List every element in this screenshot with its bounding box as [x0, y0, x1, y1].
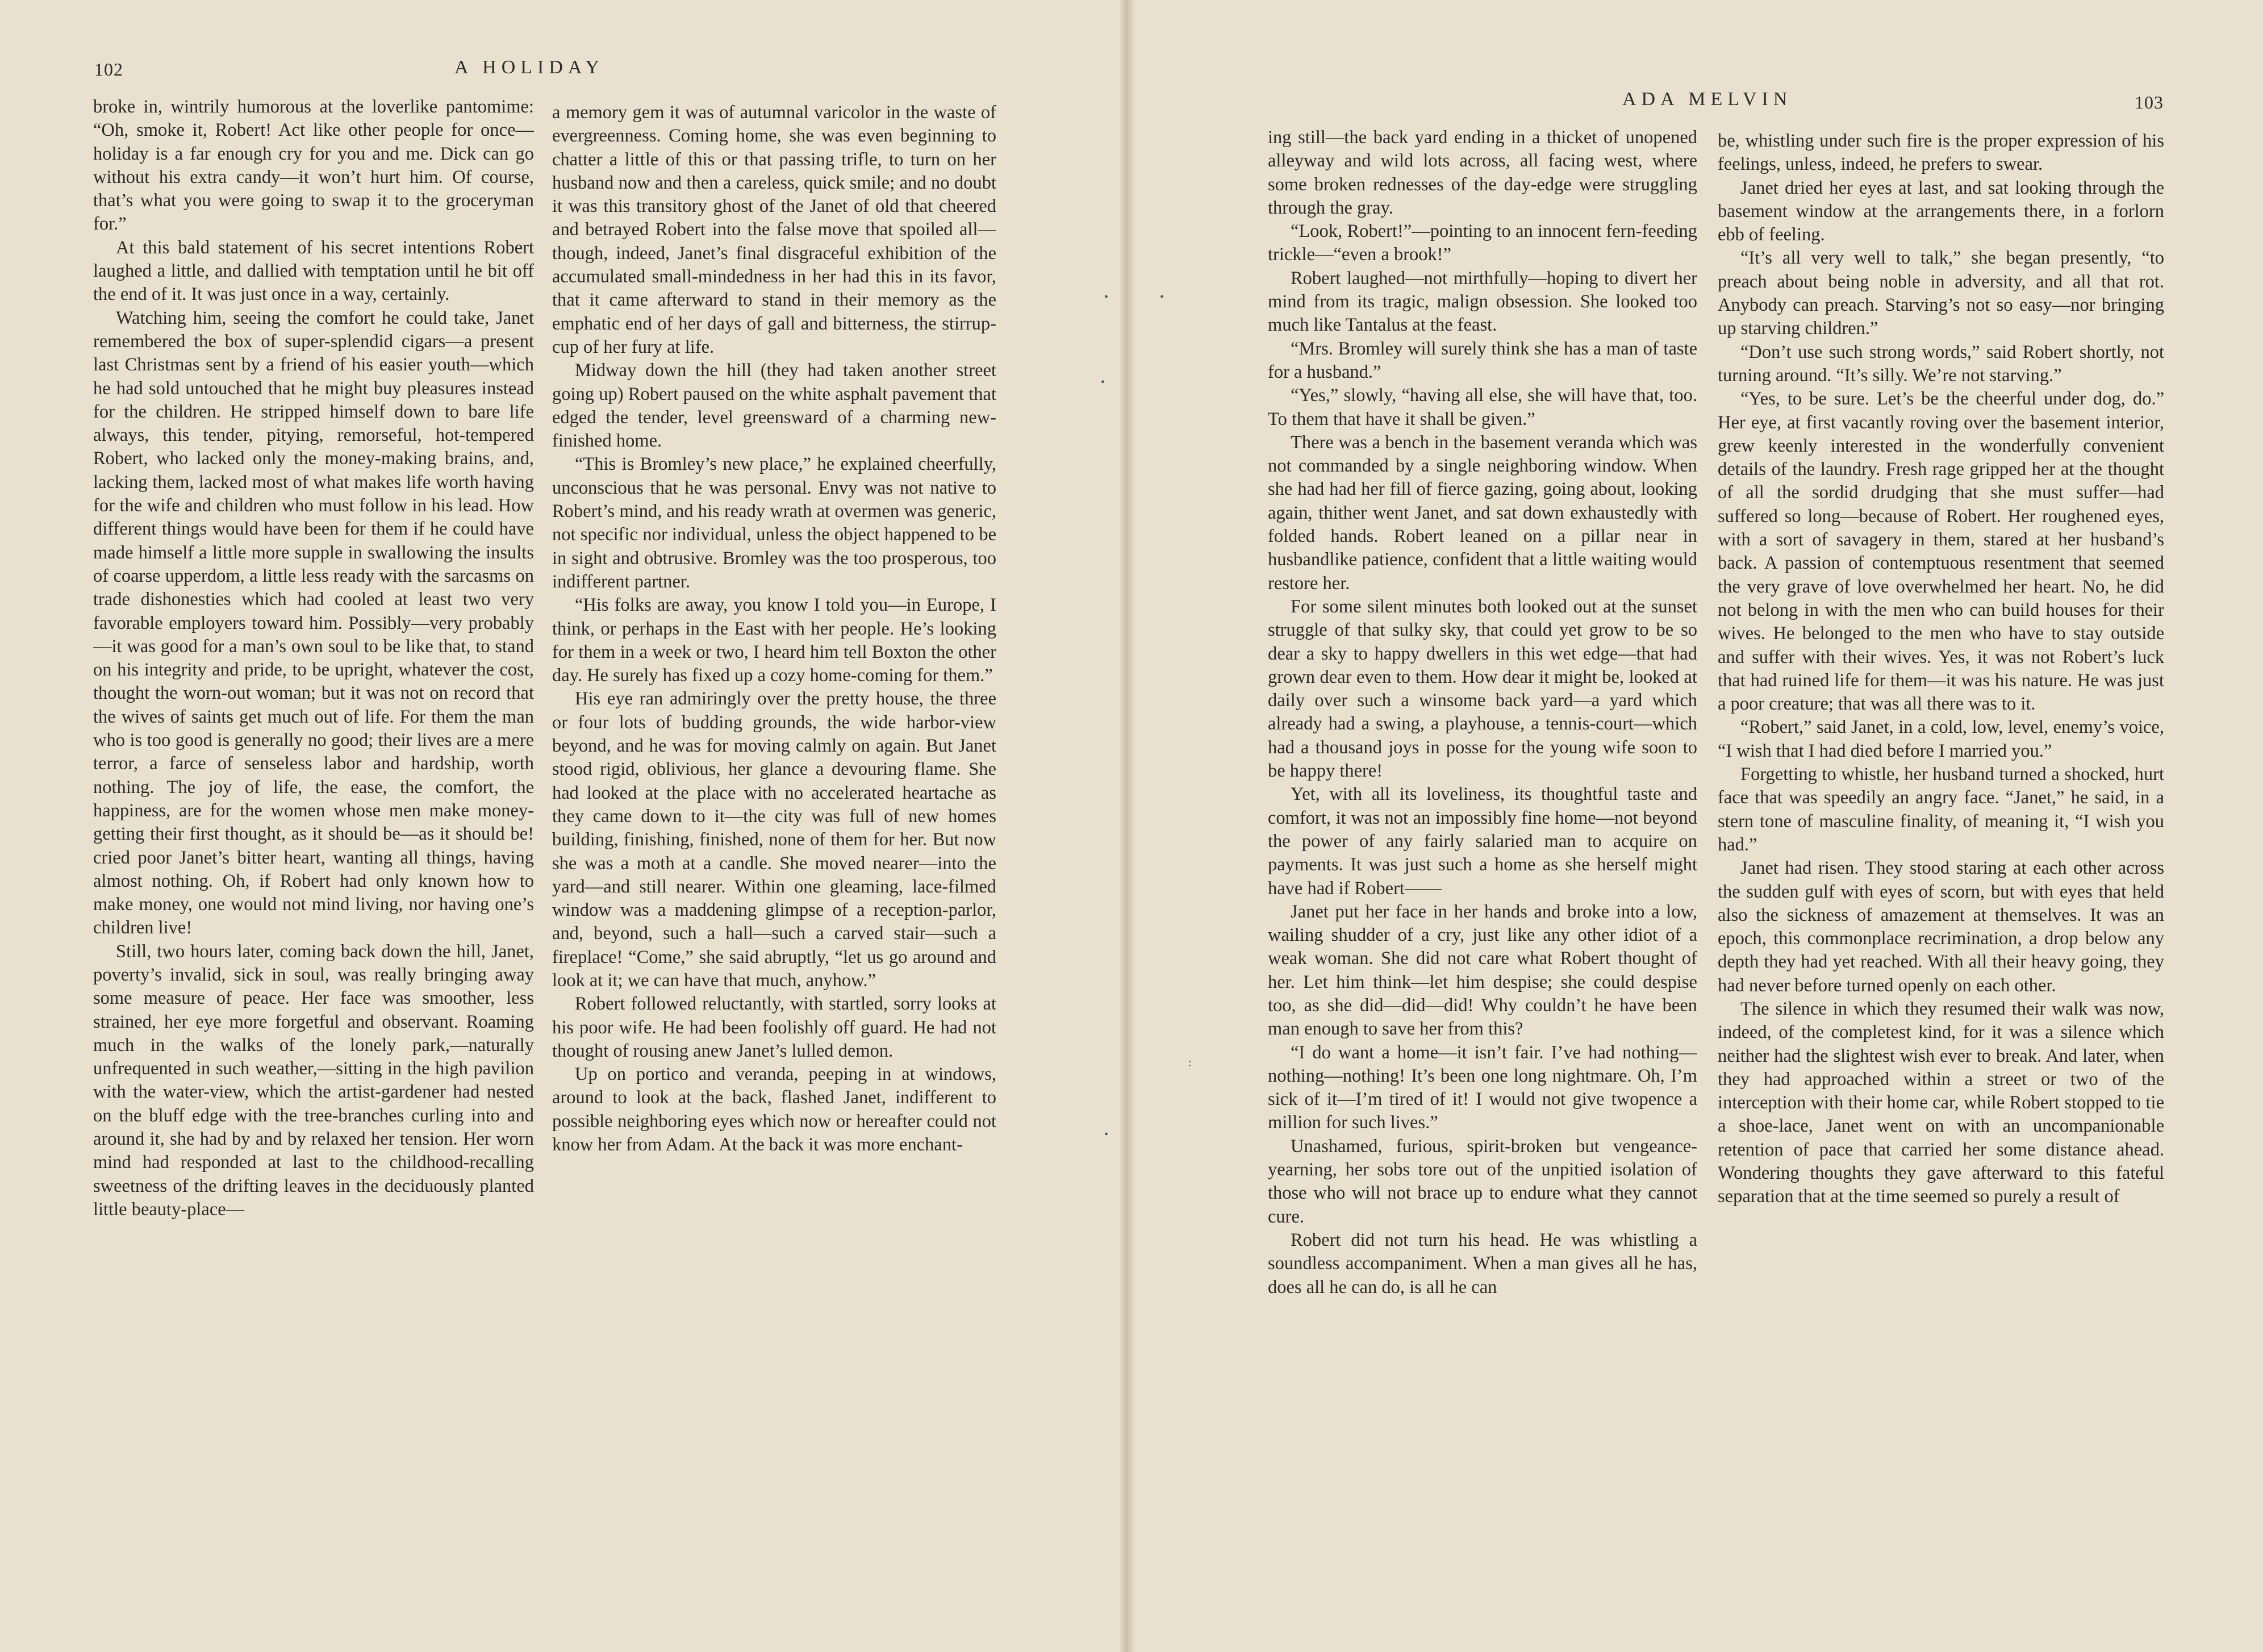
running-title-left: A HOLIDAY	[454, 57, 604, 78]
left-page-column-1	[93, 95, 534, 1499]
margin-mark: •	[1104, 1128, 1109, 1141]
paragraph: Watching him, seeing the comfort he could take, Janet remembered the box of super-splendid cigars—a present last Christmas sent by a friend of his easier youth—which he had sold untouched that he might buy pleasures instead for the children. He stripped himself down to bare life always, this tender, pitying, remorseful, hot-tempered Robert, who lacked only the money-making brains, and, lacking them, lacked most of what makes life worth having for the wife and children who must follow in his lead. How different things would have been for them if he could have made himself a little more supple in swallowing the insults of coarse upperdom, a little less ready with the sarcasms on trade dishonesties which had cooled at least two very favorable employers toward him. Possibly—very probably—it was good for a man’s own soul to be like that, to stand on his integrity and pride, to be upright, whatever the cost, thought the worn-out woman; but it was not on record that the wives of saints get much out of life. For them the man who is too good is generally no good; their lives are a mere terror, a farce of senseless labor and hardship, worth nothing. The joy of life, the ease, the comfort, the happiness, are for the women whose men make money-getting their first thought, as it should be—as it should be! cried poor Janet’s bitter heart, wanting all things, having almost nothing. Oh, if Robert had only known how to make money, one would not mind living, nor having one’s children live!	[93, 307, 534, 938]
paragraph: Up on portico and veranda, peeping in at windows, around to look at the back, flashed Janet, indifferent to possible neighboring eyes which now or hereafter could not know her from Adam. At the back it was more enchant-	[552, 1064, 996, 1155]
paragraph: ing still—the back yard ending in a thicket of unopened alleyway and wild lots across, all facing west, where some broken rednesses of the day-edge were struggling through the gray.	[1268, 127, 1697, 218]
paragraph: “Yes,” slowly, “having all else, she will have that, too. To them that have it shall be given.”	[1268, 385, 1697, 429]
paragraph: Janet dried her eyes at last, and sat looking through the basement window at the arrangements there, in a forlorn ebb of feeling.	[1718, 177, 2164, 245]
paragraph: Robert laughed—not mirthfully—hoping to divert her mind from its tragic, malign obsession. She looked too much like Tantalus at the feast.	[1268, 268, 1697, 336]
paragraph: Yet, with all its loveliness, its thoughtful taste and comfort, it was not an impossibly fine home—not beyond the power of any fairly salaried man to acquire on payments. It was just such a home as she herself might have had if Robert——	[1268, 784, 1697, 899]
paragraph: “Look, Robert!”—pointing to an innocent fern-feeding trickle—“even a brook!”	[1268, 221, 1697, 265]
right-page	[1135, 0, 2263, 1652]
page-number-left: 102	[94, 59, 123, 80]
paragraph: For some silent minutes both looked out at the sunset struggle of that sulky sky, that could yet grow to be so dear a sky to happy dwellers in this wet edge—that had grown dear even to them. How dear it might be, looked at daily over such a winsome back yard—a yard which already had a swing, a playhouse, a tennis-court—which had a thousand joys in posse for the young wife soon to be happy there!	[1268, 596, 1697, 782]
margin-mark: •	[1101, 376, 1105, 389]
left-page	[0, 0, 1120, 1652]
right-page-column-2	[1718, 130, 2164, 1538]
book-gutter	[1120, 0, 1135, 1652]
paragraph: Unashamed, furious, spirit-broken but vengeance-yearning, her sobs tore out of the unpitied isolation of those who will not brace up to endure what they cannot cure.	[1268, 1136, 1697, 1227]
paragraph: Robert followed reluctantly, with startled, sorry looks at his poor wife. He had been foolishly off guard. He had not thought of rousing anew Janet’s lulled demon.	[552, 994, 996, 1061]
margin-mark: •	[1104, 291, 1109, 303]
paragraph: There was a bench in the basement veranda which was not commanded by a single neighboring window. When she had had her fill of fierce gazing, going about, looking again, thither went Janet, and sat down exhaustedly with folded hands. Robert leaned on a pillar near in husbandlike patience, confident that a little waiting would restore her.	[1268, 432, 1697, 594]
paragraph: “Yes, to be sure. Let’s be the cheerful under dog, do.” Her eye, at first vacantly roving over the basement interior, grew keenly interested in the wonderfully convenient details of the laundry. Fresh rage gripped her at the thought of all the sordid drudging that she must suffer—had suffered so long—because of Robert. Her roughened eyes, with a sort of savagery in them, stared at her husband’s back. A passion of contemptuous resentment that seemed the very grave of love overwhelmed her heart. No, he did not belong in with the men who can build houses for their wives. He belonged to the men who have to stay outside and suffer with their wives. Yes, it was not Robert’s luck that had ruined life for them—it was his nature. He was just a poor creature; that was all there was to it.	[1718, 389, 2164, 715]
paragraph: Forgetting to whistle, her husband turned a shocked, hurt face that was speedily an angry face. “Janet,” he said, in a stern tone of masculine finality, of meaning it, “I wish you had.”	[1718, 764, 2164, 855]
paragraph: At this bald statement of his secret intentions Robert laughed a little, and dallied with temptation until he bit off the end of it. It was just once in a way, certainly.	[93, 237, 534, 305]
margin-mark: :	[1188, 1057, 1192, 1069]
paragraph: Janet put her face in her hands and broke into a low, wailing shudder of a cry, just like any other idiot of a weak woman. She did not care what Robert thought of her. Let him think—let him despise; she could despise too, as she did—did—did! Why couldn’t he have been man enough to save her from this?	[1268, 901, 1697, 1040]
paragraph: Robert did not turn his head. He was whistling a soundless accompaniment. When a man gives all he has, does all he can do, is all he can	[1268, 1229, 1697, 1298]
paragraph: “This is Bromley’s new place,” he explained cheerfully, unconscious that he was personal. Envy was not native to Robert’s mind, and his ready wrath at overmen was generic, not specific nor individual, unless the object happened to be in sight and obtrusive. Bromley was the too prosperous, too indifferent partner.	[552, 454, 996, 592]
running-title-right: ADA MELVIN	[1622, 89, 1793, 110]
margin-mark: •	[1160, 291, 1164, 303]
paragraph: be, whistling under such fire is the proper expression of his feelings, unless, indeed, he prefers to swear.	[1718, 131, 2164, 175]
paragraph: Janet had risen. They stood staring at each other across the sudden gulf with eyes of scorn, but with eyes that held also the sickness of amazement at themselves. It was an epoch, this commonplace recrimination, a drop below any depth they had yet reached. With all their heavy going, they had never before turned openly on each other.	[1718, 858, 2164, 996]
right-page-column-1	[1268, 126, 1697, 1535]
paragraph: “Mrs. Bromley will surely think she has a man of taste for a husband.”	[1268, 338, 1697, 382]
paragraph: The silence in which they resumed their walk was now, indeed, of the completest kind, for it was a silence which neither had the slightest wish ever to break. And later, when they had approached within a street or two of the interception with their home car, while Robert stopped to tie a shoe-lace, Janet went on with an uncompanionable retention of pace that carried her some distance ahead. Wondering thoughts they gave afterward to this fateful separation that at the time seemed so purely a result of	[1718, 998, 2164, 1207]
paragraph: Midway down the hill (they had taken another street going up) Robert paused on the white asphalt pavement that edged the tender, level greensward of a charming new-finished home.	[552, 360, 996, 452]
paragraph: “Don’t use such strong words,” said Robert shortly, not turning around. “It’s silly. We’re not starving.”	[1718, 341, 2164, 386]
paragraph: Still, two hours later, coming back down the hill, Janet, poverty’s invalid, sick in soul, was really bringing away some measure of peace. Her face was smoother, less strained, her eye more forgetful and observant. Roaming much in the walks of the lonely park,—naturally unfrequented in such weather,—sitting in the high pavilion with the water-view, which the artist-gardener had nested on the bluff edge with the tree-branches curling into and around it, she had by and by relaxed her tension. Her worn mind had responded at last to the childhood-recalling sweetness of the drifting leaves in the deciduously planted little beauty-place—	[93, 941, 534, 1220]
paragraph: “His folks are away, you know I told you—in Europe, I think, or perhaps in the East with her people. He’s looking for them in a week or two, I heard him tell Boxton the other day. He surely has fixed up a cozy home-coming for them.”	[552, 595, 996, 686]
paragraph: “I do want a home—it isn’t fair. I’ve had nothing—nothing—nothing! It’s been one long nightmare. Oh, I’m sick of it—I’m tired of it! I would not give twopence a million for such lives.”	[1268, 1042, 1697, 1133]
paragraph: a memory gem it was of autumnal varicolor in the waste of evergreenness. Coming home, she was even beginning to chatter a little of this or that passing trifle, to turn on her husband now and then a careless, quick smile; and no doubt it was this transitory ghost of the Janet of old that cheered and betrayed Robert into the false move that spoiled all—though, indeed, Janet’s final disgraceful exhibition of the accumulated small-mindedness in her had this in its favor, that it came afterward to stand in their memory as the emphatic end of her days of gall and bitterness, the stirrup-cup of her fury at life.	[552, 102, 996, 357]
left-page-column-2	[552, 101, 996, 1499]
paragraph: broke in, wintrily humorous at the loverlike pantomime: “Oh, smoke it, Robert! Act like other people for once—holiday is a far enough cry for you and me. Dick can go without his extra candy—it won’t hurt him. Of course, that’s what you were going to swap it to the groceryman for.”	[93, 97, 534, 235]
paragraph: “It’s all very well to talk,” she began presently, “to preach about being noble in adversity, and all that rot. Anybody can preach. Starving’s not so easy—nor bringing up starving children.”	[1718, 248, 2164, 339]
page-number-right: 103	[2135, 92, 2164, 112]
paragraph: “Robert,” said Janet, in a cold, low, level, enemy’s voice, “I wish that I had died before I married you.”	[1718, 717, 2164, 761]
paragraph: His eye ran admiringly over the pretty house, the three or four lots of budding grounds, the wide harbor-view beyond, and he was for moving calmly on again. But Janet stood rigid, oblivious, her glance a devouring flame. She had looked at the place with no accelerated heartache as they came down to it—the city was full of new homes building, finishing, finished, none of them for her. But now she was a moth at a candle. She moved nearer—into the yard—and still nearer. Within one gleaming, lace-filmed window was a maddening glimpse of a reception-parlor, and, beyond, such a hall—such a carved stair—such a fireplace! “Come,” she said abruptly, “let us go around and look at it; we can have that much, anyhow.”	[552, 689, 996, 991]
